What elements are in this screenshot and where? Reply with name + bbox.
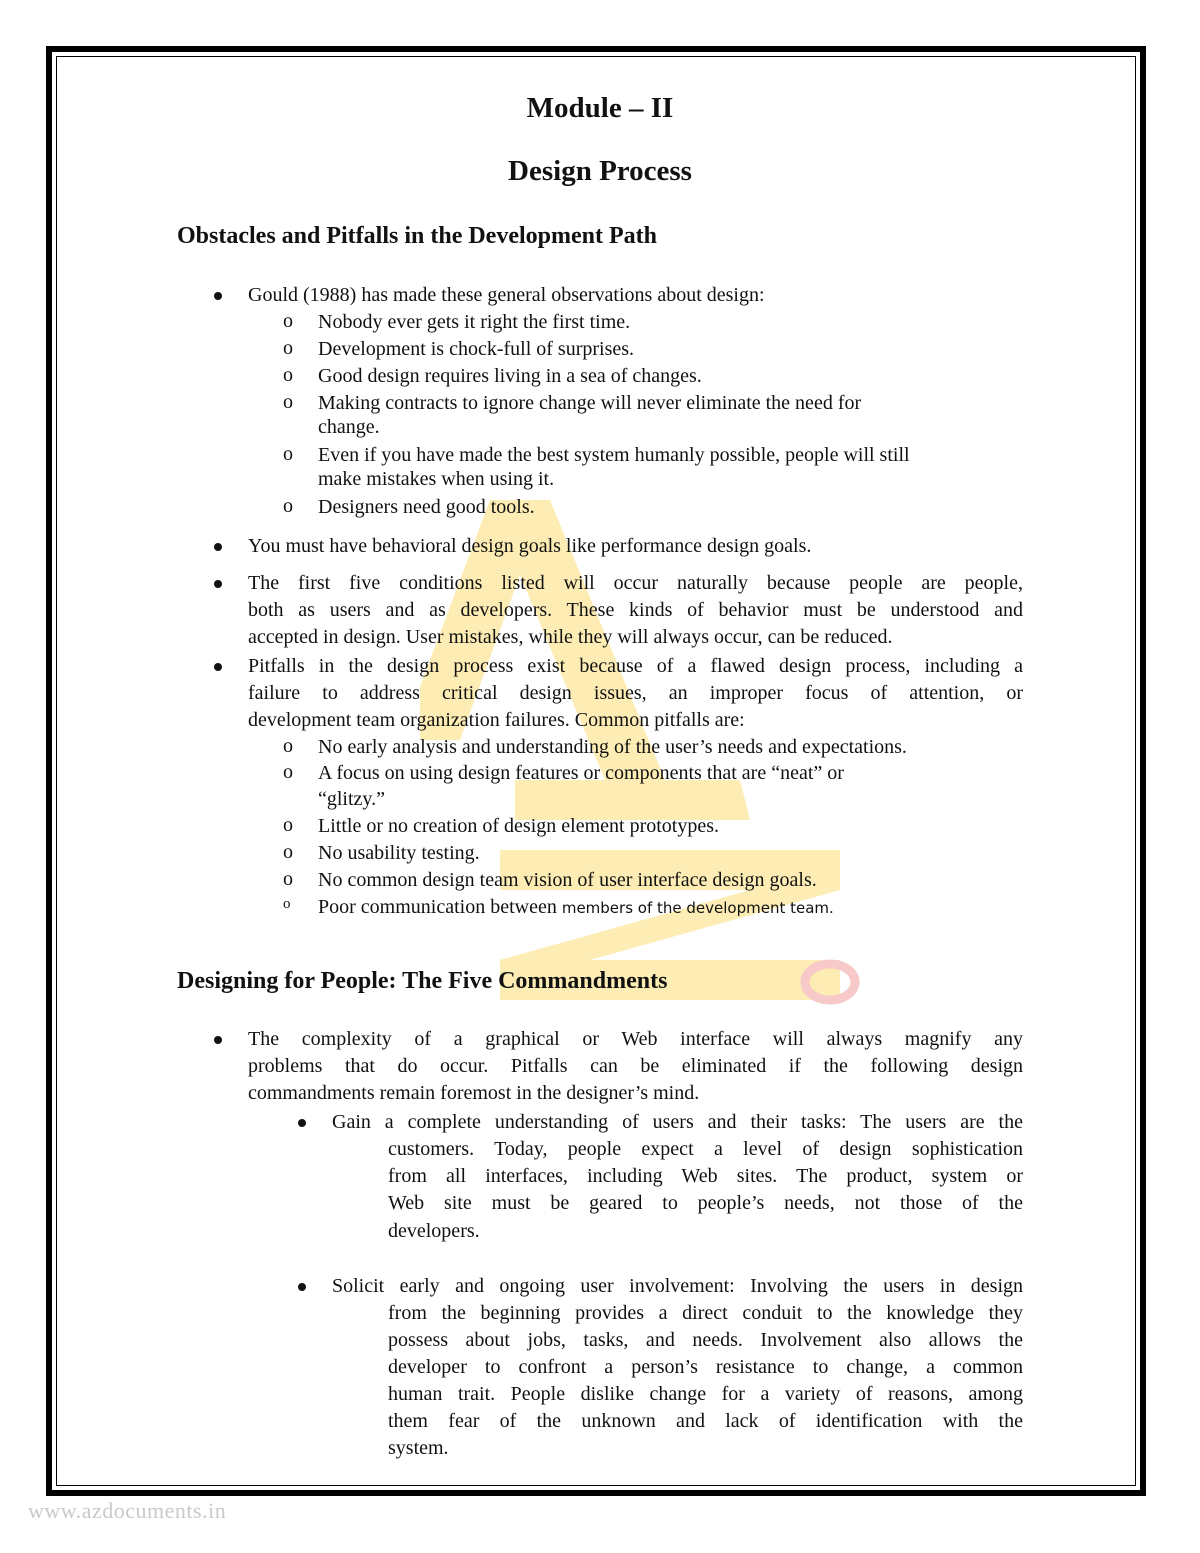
circle-bullet-icon: o <box>283 841 293 863</box>
circle-bullet-icon: o <box>283 814 293 836</box>
bullet-icon <box>214 1036 222 1044</box>
circle-bullet-icon: o <box>283 495 293 517</box>
list-item-line: problems that do occur. Pitfalls can be eliminated if the following design <box>248 1055 1023 1077</box>
sub-list-item <box>318 894 834 922</box>
footer-watermark: www.azdocuments.in <box>28 1498 227 1523</box>
list-item-line: accepted in design. User mistakes, while they will always occur, can be reduced. <box>248 626 893 648</box>
module-title: Module – II <box>526 92 674 124</box>
list-item-line: commandments remain foremost in the designer’s mind. <box>248 1082 700 1104</box>
bullet-icon <box>214 663 222 671</box>
commandment-line: from all interfaces, including Web sites. The product, system or <box>388 1165 1023 1187</box>
list-item-line: failure to address critical design issues, an improper focus of attention, or <box>248 682 1023 704</box>
circle-bullet-icon: o <box>283 868 293 890</box>
commandment-line: customers. Today, people expect a level of design sophistication <box>388 1138 1023 1160</box>
circle-bullet-icon: o <box>283 337 293 359</box>
circle-bullet-icon: o <box>283 761 293 783</box>
sub-list-item: No common design team vision of user interface design goals. <box>318 869 817 891</box>
sub-list-item: Little or no creation of design element prototypes. <box>318 815 719 837</box>
circle-bullet-icon: o <box>283 391 293 413</box>
list-item: Gould (1988) has made these general observations about design: <box>248 284 765 306</box>
commandment-line: system. <box>388 1437 449 1459</box>
commandment-line: human trait. People dislike change for a variety of reasons, among <box>388 1383 1023 1405</box>
sub-list-item: Nobody ever gets it right the first time. <box>318 311 631 333</box>
sub-list-item: Making contracts to ignore change will never eliminate the need for <box>318 392 862 414</box>
section-heading-commandments: Designing for People: The Five Commandments <box>177 968 668 994</box>
commandment-line: from the beginning provides a direct conduit to the knowledge they <box>388 1302 1023 1324</box>
sub-list-item: No usability testing. <box>318 842 480 864</box>
commandment-line: developers. <box>388 1220 480 1242</box>
bullet-icon <box>214 580 222 588</box>
sub-list-item-tail: members of the development team. <box>561 899 834 917</box>
list-item-line: both as users and as developers. These kinds of behavior must be understood and <box>248 599 1023 621</box>
circle-bullet-icon: o <box>283 735 293 757</box>
section-heading-obstacles: Obstacles and Pitfalls in the Development Path <box>177 223 657 249</box>
list-item-line: development team organization failures. Common pitfalls are: <box>248 709 745 731</box>
bullet-icon <box>214 292 222 300</box>
commandment-line: Solicit early and ongoing user involvement: Involving the users in design <box>332 1275 1023 1297</box>
bullet-icon <box>298 1119 306 1127</box>
circle-bullet-icon: o <box>283 896 291 912</box>
commandment-line: possess about jobs, tasks, and needs. Involvement also allows the <box>388 1329 1023 1351</box>
bullet-icon <box>214 543 222 551</box>
commandment-line: Web site must be geared to people’s needs, not those of the <box>388 1192 1023 1214</box>
circle-bullet-icon: o <box>283 364 293 386</box>
list-item-line: The complexity of a graphical or Web interface will always magnify any <box>248 1028 1023 1050</box>
commandment-line: Gain a complete understanding of users and their tasks: The users are the <box>332 1111 1023 1133</box>
commandment-line: them fear of the unknown and lack of identification with the <box>388 1410 1023 1432</box>
list-item-line: The first five conditions listed will occur naturally because people are people, <box>248 572 1023 594</box>
sub-list-item-cont: make mistakes when using it. <box>318 468 555 490</box>
circle-bullet-icon: o <box>283 443 293 465</box>
sub-list-item: Even if you have made the best system humanly possible, people will still <box>318 444 910 466</box>
sub-list-item-cont: “glitzy.” <box>318 788 386 810</box>
commandment-line: developer to confront a person’s resistance to change, a common <box>388 1356 1023 1378</box>
list-item-line: Pitfalls in the design process exist because of a flawed design process, including a <box>248 655 1023 677</box>
sub-list-item: Good design requires living in a sea of changes. <box>318 365 702 387</box>
circle-bullet-icon: o <box>283 310 293 332</box>
sub-list-item: A focus on using design features or components that are “neat” or <box>318 762 844 784</box>
sub-list-item: No early analysis and understanding of the user’s needs and expectations. <box>318 736 907 758</box>
sub-list-item-text: Poor communication between <box>318 896 557 918</box>
sub-list-item-cont: change. <box>318 416 380 438</box>
list-item: You must have behavioral design goals like performance design goals. <box>248 535 812 557</box>
sub-list-item: Designers need good tools. <box>318 496 535 518</box>
sub-list-item: Development is chock-full of surprises. <box>318 338 635 360</box>
bullet-icon <box>298 1283 306 1291</box>
chapter-title: Design Process <box>508 155 692 187</box>
